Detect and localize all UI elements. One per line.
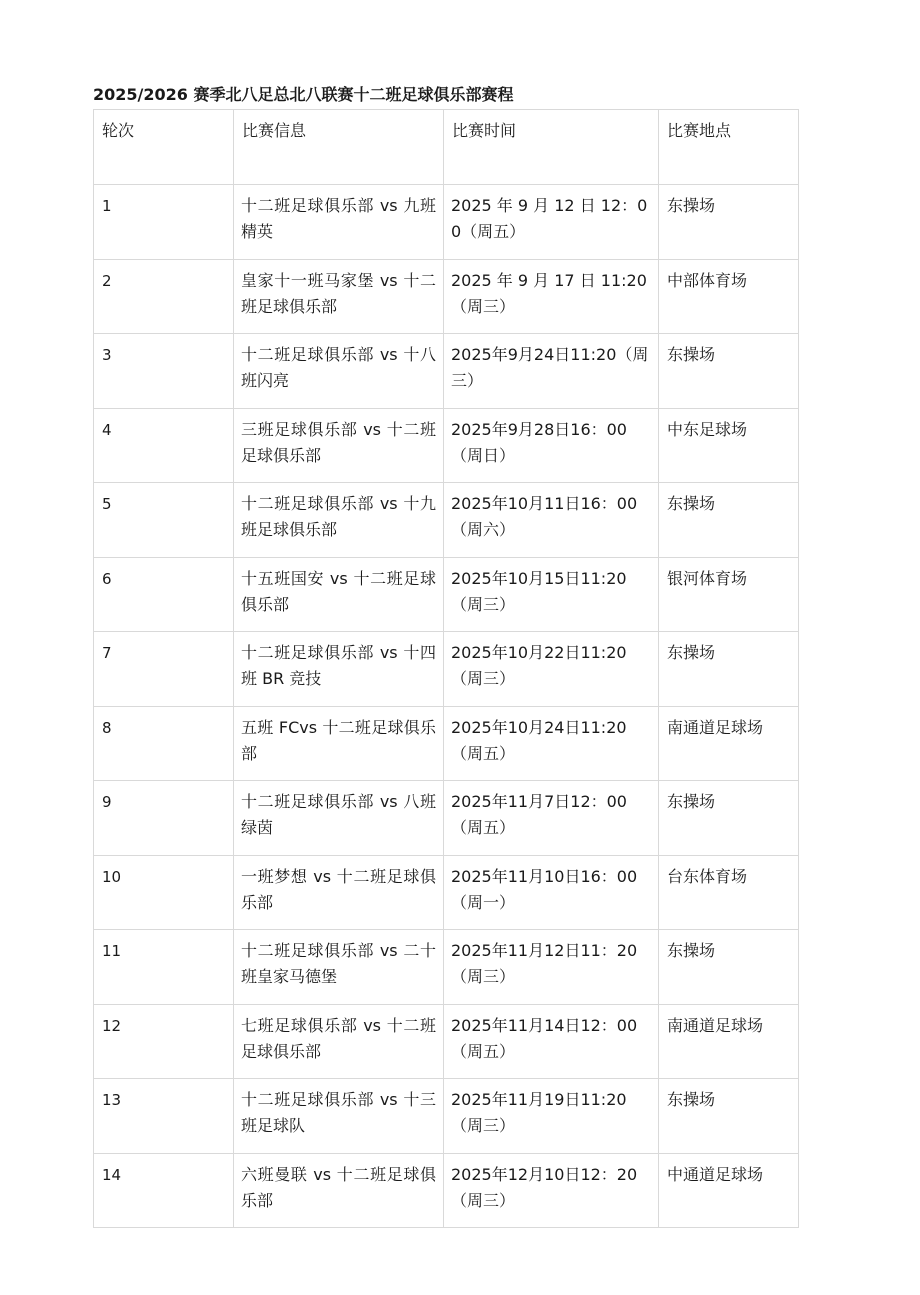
round-cell: 6	[94, 557, 234, 632]
match-time-cell: 2025年10月24日11:20（周五）	[444, 706, 659, 781]
venue-cell: 东操场	[659, 632, 799, 707]
match-info-cell: 十二班足球俱乐部 vs 九班精英	[234, 185, 444, 260]
table-row	[94, 334, 799, 409]
round-cell: 10	[94, 855, 234, 930]
venue-cell: 中通道足球场	[659, 1153, 799, 1228]
header-row	[94, 110, 799, 185]
round-cell: 12	[94, 1004, 234, 1079]
match-time-cell: 2025年10月15日11:20（周三）	[444, 557, 659, 632]
match-time-cell: 2025年11月10日16：00（周一）	[444, 855, 659, 930]
match-info-cell: 一班梦想 vs 十二班足球俱乐部	[234, 855, 444, 930]
venue-cell: 东操场	[659, 930, 799, 1005]
venue-cell: 东操场	[659, 185, 799, 260]
match-time-cell: 2025年12月10日12：20（周三）	[444, 1153, 659, 1228]
match-time-cell: 2025年10月22日11:20（周三）	[444, 632, 659, 707]
header-round: 轮次	[94, 110, 234, 185]
round-cell: 7	[94, 632, 234, 707]
schedule-table	[93, 109, 799, 1228]
match-time-cell: 2025年9月28日16：00（周日）	[444, 408, 659, 483]
round-cell: 8	[94, 706, 234, 781]
match-info-cell: 皇家十一班马家堡 vs 十二班足球俱乐部	[234, 259, 444, 334]
table-row	[94, 1004, 799, 1079]
match-time-cell: 2025年11月12日11：20（周三）	[444, 930, 659, 1005]
venue-cell: 东操场	[659, 781, 799, 856]
round-cell: 13	[94, 1079, 234, 1154]
match-info-cell: 十二班足球俱乐部 vs 十八班闪亮	[234, 334, 444, 409]
table-row	[94, 781, 799, 856]
venue-cell: 中部体育场	[659, 259, 799, 334]
table-row	[94, 185, 799, 260]
match-time-cell: 2025年11月7日12：00（周五）	[444, 781, 659, 856]
match-info-cell: 十二班足球俱乐部 vs 二十班皇家马德堡	[234, 930, 444, 1005]
table-row	[94, 855, 799, 930]
header-time: 比赛时间	[444, 110, 659, 185]
venue-cell: 中东足球场	[659, 408, 799, 483]
round-cell: 9	[94, 781, 234, 856]
document-title: 2025/2026 赛季北八足总北八联赛十二班足球俱乐部赛程	[93, 85, 514, 104]
venue-cell: 东操场	[659, 483, 799, 558]
venue-cell: 南通道足球场	[659, 1004, 799, 1079]
round-cell: 2	[94, 259, 234, 334]
table-row	[94, 930, 799, 1005]
match-info-cell: 五班 FCvs 十二班足球俱乐部	[234, 706, 444, 781]
round-cell: 1	[94, 185, 234, 260]
table-row	[94, 1079, 799, 1154]
round-cell: 11	[94, 930, 234, 1005]
table-row	[94, 483, 799, 558]
table-row	[94, 706, 799, 781]
round-cell: 3	[94, 334, 234, 409]
match-time-cell: 2025年11月14日12：00（周五）	[444, 1004, 659, 1079]
match-info-cell: 十二班足球俱乐部 vs 十四班 BR 竞技	[234, 632, 444, 707]
round-cell: 5	[94, 483, 234, 558]
venue-cell: 东操场	[659, 1079, 799, 1154]
match-info-cell: 十五班国安 vs 十二班足球俱乐部	[234, 557, 444, 632]
table-row	[94, 1153, 799, 1228]
venue-cell: 南通道足球场	[659, 706, 799, 781]
match-info-cell: 十二班足球俱乐部 vs 十九班足球俱乐部	[234, 483, 444, 558]
table-row	[94, 632, 799, 707]
header-match: 比赛信息	[234, 110, 444, 185]
header-venue: 比赛地点	[659, 110, 799, 185]
match-info-cell: 七班足球俱乐部 vs 十二班足球俱乐部	[234, 1004, 444, 1079]
match-time-cell: 2025 年 9 月 17 日 11:20（周三）	[444, 259, 659, 334]
match-info-cell: 十二班足球俱乐部 vs 十三班足球队	[234, 1079, 444, 1154]
table-row	[94, 557, 799, 632]
venue-cell: 东操场	[659, 334, 799, 409]
table-row	[94, 259, 799, 334]
match-info-cell: 三班足球俱乐部 vs 十二班足球俱乐部	[234, 408, 444, 483]
match-time-cell: 2025年11月19日11:20（周三）	[444, 1079, 659, 1154]
match-time-cell: 2025 年 9 月 12 日 12：00（周五）	[444, 185, 659, 260]
venue-cell: 台东体育场	[659, 855, 799, 930]
match-info-cell: 十二班足球俱乐部 vs 八班绿茵	[234, 781, 444, 856]
table-row	[94, 408, 799, 483]
match-time-cell: 2025年9月24日11:20（周三）	[444, 334, 659, 409]
match-time-cell: 2025年10月11日16：00（周六）	[444, 483, 659, 558]
round-cell: 4	[94, 408, 234, 483]
venue-cell: 银河体育场	[659, 557, 799, 632]
round-cell: 14	[94, 1153, 234, 1228]
match-info-cell: 六班曼联 vs 十二班足球俱乐部	[234, 1153, 444, 1228]
